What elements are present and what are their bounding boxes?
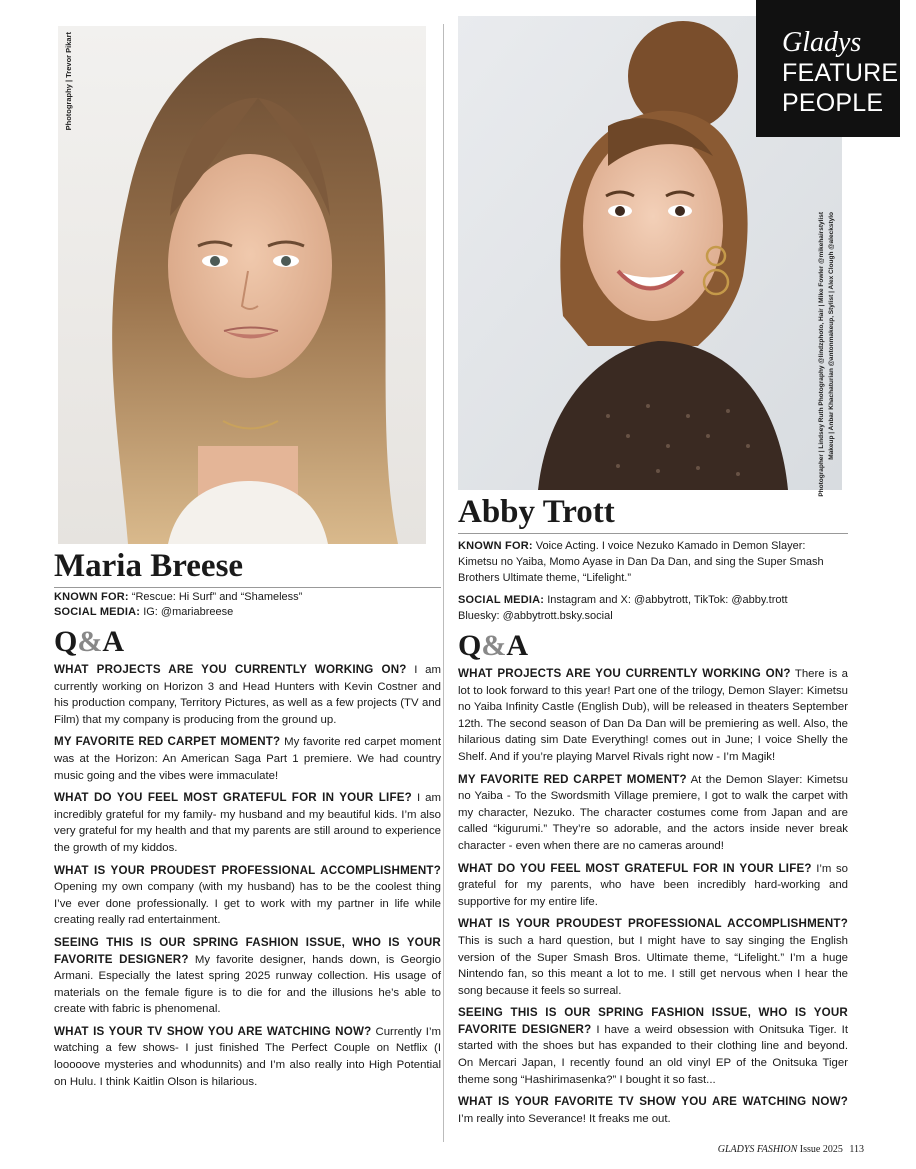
question: MY FAVORITE RED CARPET MOMENT?: [54, 735, 281, 749]
page-number: 113: [849, 1144, 864, 1155]
social-media-value: IG: @mariabreese: [143, 606, 234, 618]
answer: I am currently working on Horizon 3 and Head Hunters with Kevin Costner and his production company, Territory Pictures, as well as a few projects (TV and Film) that my company is producing from the ground up.: [54, 664, 441, 726]
question: WHAT PROJECTS ARE YOU CURRENTLY WORKING ON?: [458, 667, 791, 680]
question: WHAT IS YOUR PROUDEST PROFESSIONAL ACCOMPLISHMENT?: [458, 917, 848, 931]
question: SEEING THIS IS OUR SPRING FASHION ISSUE, WHO IS YOUR FAVORITE DESIGNER?: [458, 1006, 848, 1036]
featured-people-badge: [756, 0, 916, 137]
answer: My favorite designer, hands down, is Georgio Armani. Especially the latest spring 2025 runway collection. His usage of materials on the female figure is to die for and the illusions he’s able to create with fabric is phenomenal.: [54, 953, 442, 1016]
qa-entry: [458, 1005, 848, 1088]
qa-entry: [458, 861, 848, 911]
qa-entry: [458, 916, 848, 999]
qa-heading: [54, 626, 441, 658]
qa-entry: [54, 1024, 441, 1090]
question: WHAT IS YOUR PROUDEST PROFESSIONAL ACCOMPLISHMENT?: [54, 863, 441, 877]
known-for-value: “Rescue: Hi Surf” and “Shameless”: [131, 591, 303, 603]
badge-line-1: FEATURED: [782, 59, 916, 87]
column-divider: [443, 24, 444, 1142]
qa-amp: &: [77, 625, 103, 658]
answer: Currently I’m watching a few shows- I just finished The Perfect Couple on Netflix (I looooove mysteries and whodunnits) and I’m also really into High Potential on Hulu. I think Kaitlin Olson is hilarious.: [54, 1025, 441, 1088]
qa-q: Q: [54, 625, 78, 658]
badge-line-2: PEOPLE: [782, 89, 884, 117]
abby-social-media: [458, 592, 848, 624]
qa-entry: [458, 772, 848, 855]
maria-known-for: [54, 590, 441, 605]
qa-entry: [458, 666, 848, 766]
qa-a: A: [506, 629, 529, 662]
question: WHAT IS YOUR FAVORITE TV SHOW YOU ARE WATCHING NOW?: [458, 1095, 848, 1109]
qa-entry: [458, 1094, 848, 1127]
maria-breese-column: [54, 548, 441, 1096]
badge-brand: Gladys: [782, 27, 862, 58]
answer: I’m so grateful for my parents, who have been incredibly hard-working and supportive for my entire life.: [458, 862, 848, 908]
answer: Opening my own company (with my husband) has to be the coolest thing I’ve ever done professionally. I get to work with my partner in life while creating really rad entertainment.: [54, 881, 441, 927]
answer: This is such a hard question, but I might have to say singing the English version of the Super Smash Bros. Ultimate theme, “Lifelight.” I’m a huge Nintendo fan, so this meant a lot to me. I still get nervous when I hear the song because it feels so surreal.: [458, 934, 848, 997]
maria-photo-credit: Photography | Trevor Pikart: [64, 32, 73, 131]
abby-photo-credit-2: Makeup | Anbar Khachaturian @antonmakeup, Stylist | Alex Clough @aleckstylo: [828, 212, 835, 460]
qa-entry: [54, 734, 441, 784]
answer: I have a weird obsession with Onitsuka Tiger. It started with the shoes but has expanded to their clothing line and beyond. On Mercari Japan, I recently found an old vinyl EP of the Onitsuka Tiger theme song “Hashirimasenka?” I bought it so fast...: [458, 1023, 848, 1086]
answer: There is a lot to look forward to this year! Part one of the trilogy, Demon Slayer: Kimetsu no Yaiba Infinity Castle (English Dub), will be released in theaters September 12th. The second season of Dan Da Dan will be premiering as well. Also, the hilarious dating sim Date Everything! comes out in June; I voice Shelly the Shelf. And if you’re playing Marvel Rivals right now - I’m Magik!: [458, 668, 848, 763]
answer: I’m really into Severance! It freaks me out.: [458, 1112, 671, 1125]
abby-trott-name: Abby Trott: [458, 494, 848, 534]
qa-entry: [54, 935, 441, 1018]
qa-a: A: [102, 625, 125, 658]
qa-amp: &: [481, 629, 507, 662]
answer: At the Demon Slayer: Kimetsu no Yaiba - To the Swordsmith Village premiere, I got to walk the carpet with my character, Nezuko. The character costumes come from Japan and are called “kigurumi.” They’re so adorable, and the actors inside never break character - even when there are no cameras around!: [458, 773, 848, 852]
social-media-label: SOCIAL MEDIA:: [54, 606, 141, 618]
footer-issue: Issue 2025: [799, 1144, 843, 1155]
social-media-label: SOCIAL MEDIA:: [458, 594, 545, 606]
abby-trott-column: [458, 494, 848, 1133]
known-for-label: KNOWN FOR:: [54, 591, 129, 603]
answer: I am incredibly grateful for my family- my husband and my beautiful kids. I’m also very grateful for my health and that my parents are still around to experience the growth of my kiddos.: [54, 792, 441, 854]
qa-q: Q: [458, 629, 482, 662]
maria-breese-photo: [58, 26, 426, 544]
maria-breese-name: Maria Breese: [54, 548, 441, 588]
footer-magazine: GLADYS FASHION: [717, 1144, 798, 1155]
social-media-value: Instagram and X: @abbytrott, TikTok: @abby.trott: [547, 594, 788, 606]
page-footer: [718, 1144, 864, 1155]
answer: My favorite red carpet moment was at the Horizon: An American Saga Part 1 premiere. We had country music going and the vibes were immaculate!: [54, 736, 441, 782]
question: MY FAVORITE RED CARPET MOMENT?: [458, 772, 687, 786]
known-for-value: Voice Acting. I voice Nezuko Kamado in Demon Slayer: Kimetsu no Yaiba, Momo Ayase in Dan Da Dan, and sing the Super Smash Brothers Ultimate theme, “Lifelight.”: [458, 540, 824, 584]
social-media-value-2: Bluesky: @abbytrott.bsky.social: [458, 610, 613, 622]
qa-entry: [54, 790, 441, 856]
question: WHAT DO YOU FEEL MOST GRATEFUL FOR IN YOUR LIFE?: [54, 791, 412, 805]
question: WHAT PROJECTS ARE YOU CURRENTLY WORKING ON?: [54, 663, 407, 676]
maria-social-media: [54, 605, 441, 620]
qa-heading: [458, 630, 848, 662]
qa-entry: [54, 662, 441, 728]
abby-photo-credit-1: Photographer | Lindsey Ruth Photography @lindzphoto, Hair | Mike Fowler @mikehairstylist: [818, 212, 825, 497]
question: SEEING THIS IS OUR SPRING FASHION ISSUE, WHO IS YOUR FAVORITE DESIGNER?: [54, 935, 441, 966]
abby-known-for: [458, 538, 848, 586]
qa-entry: [54, 863, 441, 929]
question: WHAT DO YOU FEEL MOST GRATEFUL FOR IN YOUR LIFE?: [458, 861, 812, 875]
question: WHAT IS YOUR TV SHOW YOU ARE WATCHING NOW?: [54, 1024, 372, 1038]
known-for-label: KNOWN FOR:: [458, 540, 533, 552]
